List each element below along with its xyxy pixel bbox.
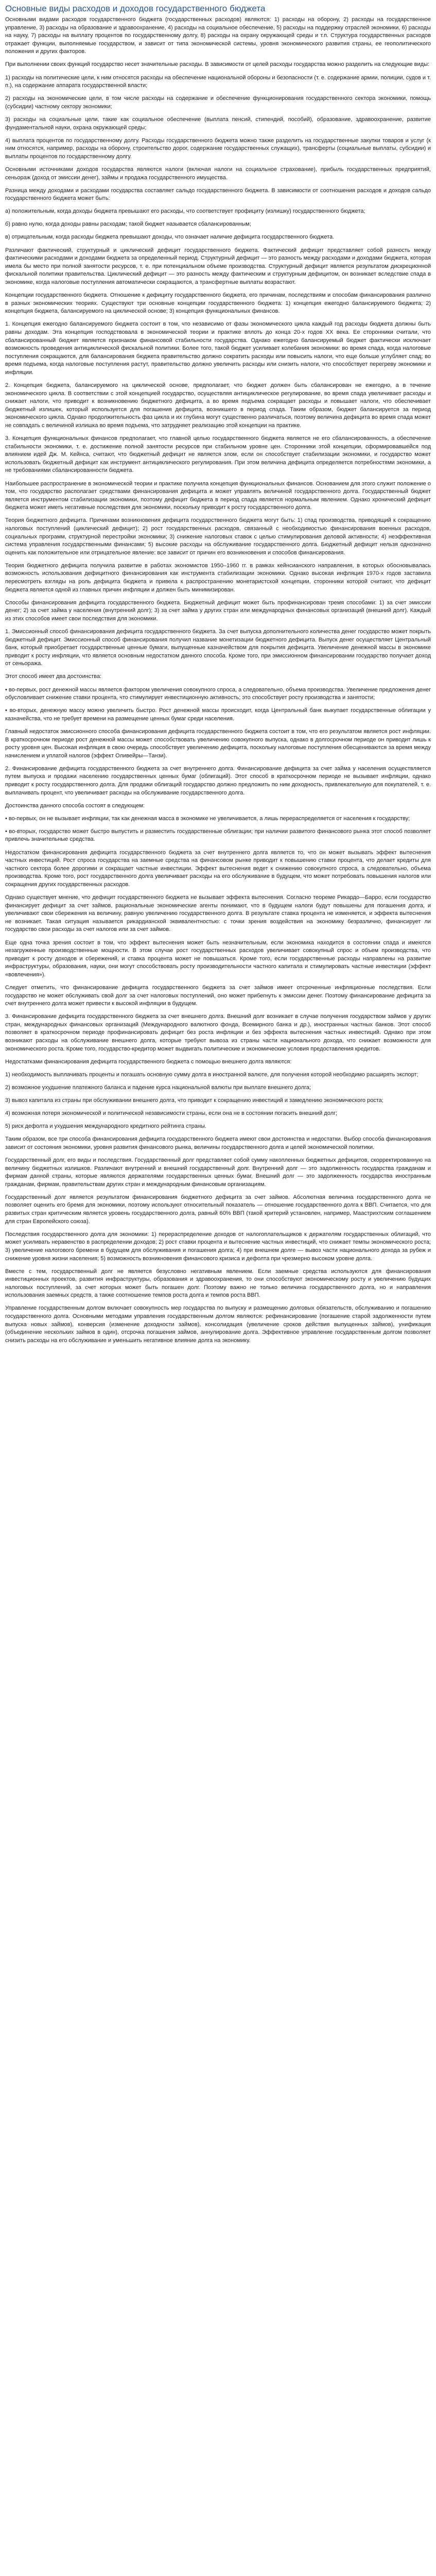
article-paragraph: 2) возможное ухудшение платежного баланса и падение курса национальной валюты при выплате внешнего долга;	[5, 1084, 311, 1091]
article-paragraph: • во-первых, он не вызывает инфляции, так как денежная масса в экономике не увеличивается, а лишь перераспределяется от населения к государству;	[5, 815, 410, 822]
article-paragraph: 2. Концепция бюджета, балансируемого на циклической основе, предполагает, что бюджет должен быть сбалансирован не ежегодно, а в течение экономического цикла. В соответствии с этой концепцией государство, осуществляя антициклическое регулирование, во время спада увеличивает расходы и снижает налоги, что приводит к возникновению бюджетного дефицита, а во время подъема сокращает расходы и повышает налоги, что обеспечивает бюджетный излишек, который используется для погашения дефицита, возникшего в период спада. Таким образом, бюджет балансируется за период экономического цикла. Однако продолжительность фаз цикла и их глубина могут существенно различаться, поэтому величина дефицита во время спада может не совпадать с величиной излишка во время подъема, что затрудняет реализацию этой концепции на практике.	[5, 382, 431, 429]
article-paragraph: Основными источниками доходов государства являются налоги (включая налоги на социальное страхование), прибыль государственных предприятий, сеньораж (доход от эмиссии денег), займы и продажа государственного имущества.	[5, 166, 431, 181]
article-paragraph: • во-первых, рост денежной массы является фактором увеличения совокупного спроса, а следовательно, объема производства. Увеличение предложения денег обусловливает снижение ставки процента, что стимулирует инвестиционную активность; это способствует росту производства и занятости;	[5, 686, 431, 701]
article-paragraph: 2. Финансирование дефицита государственного бюджета за счет внутреннего долга. Финансирование дефицита за счет займа у населения осуществляется путем выпуска и продажи населению государственных ценных бумаг (облигаций). Этот способ в краткосрочном периоде не вызывает инфляции, однако приводит к росту государственного долга. Для продажи облигаций государство должно предложить по ним доходность, привлекательную для покупателей, т. е. выплачивать процент, что увеличивает расходы на обслуживание государственного долга.	[5, 765, 431, 796]
article-paragraph: Еще одна точка зрения состоит в том, что эффект вытеснения может быть незначительным, если экономика находится в состоянии спада и имеются незагруженные производственные мощности. В этом случае рост государственных расходов увеличивает совокупный спрос и объем производства, что приводит к росту доходов и сбережений, и ставка процента может не повышаться. Кроме того, если государственные расходы направлены на развитие инфраструктуры, образования, науки, они могут способствовать росту производительности частного капитала и стимулировать частные инвестиции (эффект «вовлечения»).	[5, 939, 431, 978]
article-paragraph: • во-вторых, государство может быстро выпустить и разместить государственные облигации; при наличии развитого финансового рынка этот способ позволяет привлечь значительные средства.	[5, 828, 431, 843]
article-paragraph: Достоинства данного способа состоят в следующем:	[5, 802, 145, 809]
article-paragraph: Теория бюджетного дефицита. Причинами возникновения дефицита государственного бюджета могут быть: 1) спад производства, приводящий к сокращению налоговых поступлений (циклический дефицит); 2) рост государственных расходов, связанный с необходимостью финансирования военных расходов, социальных программ, структурной перестройки экономики; 3) снижение налоговых ставок с целью стимулирования деловой активности; 4) неэффективная система управления государственными финансами; 5) высокие расходы на обслуживание государственного долга. Бюджетный дефицит нельзя однозначно оценить как положительное или отрицательное явление: все зависит от причин его возникновения и способов финансирования.	[5, 517, 431, 556]
article-paragraph: Однако существует мнение, что дефицит государственного бюджета не вызывает эффекта вытеснения. Согласно теореме Рикардо—Барро, если государство финансирует дефицит за счет займов, рациональные экономические агенты понимают, что в будущем налоги будут повышены для погашения долга, и увеличивают свои сбережения на величину, равную увеличению государственного долга. В результате ставка процента не изменяется, и эффекта вытеснения не возникает. Такая ситуация называется рикардианской эквивалентностью: с точки зрения воздействия на экономику безразлично, финансирует ли государство свои расходы за счет налогов или за счет займов.	[5, 894, 431, 933]
article-paragraph: 1) расходы на политические цели, к ним относятся расходы на обеспечение национальной обороны и безопасности (т. е. содержание армии, полиции, судов и т. п.), на содержание аппарата государственной власти;	[5, 74, 431, 89]
article-paragraph: 4) выплата процентов по государственному долгу. Расходы государственного бюджета можно также разделить на государственные закупки товаров и услуг (к ним относятся, например, расходы на оборону, строительство дорог, содержание государственных служащих), трансферты (социальные выплаты, субсидии) и выплаты процентов по государственному долгу.	[5, 137, 431, 160]
article-paragraph: Недостатками финансирования дефицита государственного бюджета с помощью внешнего долга являются:	[5, 1058, 292, 1065]
article-paragraph: Основными видами расходов государственного бюджета (государственных расходов) являются: 1) расходы на оборону, 2) расходы на государственное управление, 3) расходы на образование и здравоохранение, 4) расходы на социальное обеспечение, 5) расходы на поддержку отраслей экономики, 6) расходы на науку, 7) расходы на выплату процентов по государственному долгу, 8) расходы на охрану окружающей среды и т.п. Структура государственных расходов отражает функции, выполняемые государством, и зависит от типа экономической системы, уровня экономического развития страны, ее геополитического положения и других факторов.	[5, 16, 431, 55]
article-paragraph: Способы финансирования дефицита государственного бюджета. Бюджетный дефицит может быть профинансирован тремя способами: 1) за счет эмиссии денег; 2) за счет займа у населения (внутренний долг); 3) за счет займа у других стран или международных финансовых организаций (внешний долг). Каждый из этих способов имеет свои последствия для экономики.	[5, 599, 431, 622]
article-paragraph: 1) необходимость выплачивать проценты и погашать основную сумму долга в иностранной валюте, для получения которой необходимо расширять экспорт;	[5, 1071, 418, 1078]
article-paragraph: Главный недостаток эмиссионного способа финансирования дефицита государственного бюджета состоит в том, что его результатом является рост инфляции. В краткосрочном периоде рост денежной массы может способствовать увеличению совокупного выпуска, однако в долгосрочном периоде он приводит лишь к росту уровня цен. Высокая инфляция в свою очередь способствует увеличению дефицита, поскольку налоговые поступления обесцениваются за время между начислением и уплатой налогов (эффект Оливейры—Танзи).	[5, 728, 431, 759]
article-paragraph: Последствия государственного долга для экономики: 1) перераспределение доходов от налогоплательщиков к держателям государственных облигаций, что может усиливать неравенство в распределении доходов; 2) рост ставки процента и вытеснение частных инвестиций, что снижает темпы экономического роста; 3) увеличение налогового бремени в будущем для обслуживания и погашения долга; 4) при внешнем долге — вывоз части национального дохода за рубеж и снижение уровня жизни населения; 5) возможность возникновения финансового кризиса и дефолта при чрезмерно высоком уровне долга.	[5, 1231, 431, 1262]
article-paragraph: 3. Концепция функциональных финансов предполагает, что главной целью государственного бюджета является не его сбалансированность, а обеспечение стабильности экономики, т. е. достижение полной занятости ресурсов при стабильном уровне цен. Сторонники этой концепции, сформировавшейся под влиянием идей Дж. М. Кейнса, считают, что бюджетный дефицит не является злом, если он способствует стабилизации экономики, и государство может использовать бюджетный дефицит как инструмент антициклического регулирования. При этом величина дефицита определяется потребностями экономики, а не требованиями сбалансированности бюджета.	[5, 435, 431, 474]
article-paragraph: Государственный долг является результатом финансирования бюджетного дефицита за счет займов. Абсолютная величина государственного долга не позволяет оценить его бремя для экономики, поэтому используют относительный показатель — отношение государственного долга к ВВП. Считается, что для развитых стран критическим является уровень государственного долга, равный 60% ВВП (такой критерий установлен, например, Маастрихтским соглашением для стран Европейского союза).	[5, 1194, 431, 1225]
article-paragraph: Вместе с тем, государственный долг не является безусловно негативным явлением. Если заемные средства используются для финансирования инвестиционных проектов, развития инфраструктуры, образования и здравоохранения, то они способствуют экономическому росту и увеличению будущих налоговых поступлений, за счет которых может быть погашен долг. Поэтому важно не только величина государственного долга, но и направления использования заемных средств, а также соотношение темпов роста долга и темпов роста ВВП.	[5, 1268, 431, 1299]
article-paragraph: Концепции государственного бюджета. Отношение к дефициту государственного бюджета, его причинам, последствиям и способам финансирования различно в разных экономических теориях. Существуют три основные концепции государственного бюджета: 1) концепция ежегодно балансируемого бюджета; 2) концепция бюджета, балансируемого на циклической основе; 3) концепция функциональных финансов.	[5, 292, 431, 315]
article-paragraph: Следует отметить, что финансирование дефицита государственного бюджета за счет займов имеет отсроченные инфляционные последствия. Если государство не может обслуживать свой долг за счет налоговых поступлений, оно может прибегнуть к эмиссии денег. Поэтому финансирование дефицита за счет внутреннего долга может привести к высокой инфляции в будущем.	[5, 984, 431, 1007]
article-paragraph: Наибольшее распространение в экономической теории и практике получила концепция функциональных финансов. Основанием для этого служит положение о том, что государство располагает средствами финансирования дефицита и может управлять величиной государственного долга. Государственный бюджет является инструментом стабилизации экономики, поэтому дефицит бюджета в период спада является нормальным явлением. Однако хронический дефицит бюджета может иметь негативные последствия для экономики, поскольку приводит к росту государственного долга.	[5, 480, 431, 511]
article-paragraph: 4) возможная потеря экономической и политической независимости страны, если она не в состоянии погасить внешний долг;	[5, 1110, 338, 1117]
article-paragraph: в) отрицательным, когда расходы бюджета превышают доходы, что означает наличие дефицита государственного бюджета.	[5, 234, 335, 241]
article-paragraph: 3. Финансирование дефицита государственного бюджета за счет внешнего долга. Внешний долг возникает в случае получения государством займов у других стран, международных финансовых организаций (Международного валютного фонда, Всемирного банка и др.), иностранных частных банков. Этот способ позволяет в краткосрочном периоде профинансировать дефицит без роста инфляции и без эффекта вытеснения частных инвестиций. Однако при этом возникают расходы на обслуживание внешнего долга, которые требуют вывоза из страны части национального дохода, что снижает возможности для экономического роста. Кроме того, государство-кредитор может выдвигать политические и экономические условия предоставления кредитов.	[5, 1013, 431, 1052]
article-paragraph: Таким образом, все три способа финансирования дефицита государственного бюджета имеют свои достоинства и недостатки. Выбор способа финансирования зависит от состояния экономики, уровня развития финансового рынка, величины государственного долга и целей экономической политики.	[5, 1136, 431, 1150]
article-paragraph: 2) расходы на экономические цели, в том числе расходы на содержание и обеспечение функционирования государственного сектора экономики, помощь (субсидии) частному сектору экономики;	[5, 95, 431, 110]
page-title: Основные виды расходов и доходов государственного бюджета	[5, 4, 266, 13]
article-paragraph: • во-вторых, денежную массу можно увеличить быстро. Рост денежной массы происходит, когда Центральный банк выкупает государственные облигации у казначейства, что не требует времени на размещение ценных бумаг среди населения.	[5, 707, 431, 722]
article-paragraph: 1. Эмиссионный способ финансирования дефицита государственного бюджета. За счет выпуска дополнительного количества денег государство может покрыть бюджетный дефицит. Эмиссионный способ финансирования получил название монетизации бюджетного дефицита. Выпуск денег осуществляет Центральный банк, который приобретает государственные ценные бумаги, выпущенные казначейством для покрытия дефицита. Увеличение денежной массы в экономике приводит к росту инфляции, что является основным недостатком данного способа. Кроме того, при эмиссионном финансировании государство получает доход от сеньоража.	[5, 629, 431, 667]
article-paragraph: Государственный долг, его виды и последствия. Государственный долг представляет собой сумму накопленных бюджетных дефицитов, скорректированную на величину бюджетных излишков. Различают внутренний и внешний государственный долг. Внутренний долг — это задолженность государства гражданам и фирмам данной страны, которые являются держателями государственных ценных бумаг. Внешний долг — это задолженность государства иностранным гражданам, фирмам, правительствам других стран и международным финансовым организациям.	[5, 1157, 431, 1188]
article-paragraph: 5) риск дефолта и ухудшения международного кредитного рейтинга страны.	[5, 1123, 206, 1130]
article-paragraph: 3) расходы на социальные цели, такие как социальное обеспечение (выплата пенсий, стипендий, пособий), образование, здравоохранение, развитие фундаментальной науки, охрана окружающей среды;	[5, 116, 431, 131]
article-paragraph: Управление государственным долгом включает совокупность мер государства по выпуску и размещению долговых обязательств, обслуживанию и погашению государственного долга. Основными методами управления государственным долгом являются: рефинансирование (погашение старой задолженности путем выпуска новых займов), конверсия (изменение доходности займов), консолидация (увеличение сроков действия выпущенных займов), унификация (объединение нескольких займов в один), отсрочка погашения займов, аннулирование долга. Эффективное управление государственным долгом позволяет снизить расходы на его обслуживание и уменьшить негативное влияние долга на экономику.	[5, 1305, 431, 1344]
article-paragraph: Теория бюджетного дефицита получила развитие в работах экономистов 1950–1960 гг. в рамках кейнсианского направления, в которых обосновывалась возможность использования дефицитного финансирования как инструмента стабилизации экономики. Однако высокая инфляция 1970-х годов заставила пересмотреть взгляды на роль дефицита бюджета и привела к распространению монетаристской концепции, сторонники которой считают, что дефицит бюджета является одной из главных причин инфляции и должен быть минимизирован.	[5, 562, 431, 593]
article-paragraph: Различают фактический, структурный и циклический дефицит государственного бюджета. Фактический дефицит представляет собой разность между фактическими расходами и доходами бюджета за определенный период. Структурный дефицит — это разность между расходами и доходами бюджета, которая имела бы место при полной занятости ресурсов, т. е. при потенциальном объеме производства. Структурный дефицит является результатом дискреционной фискальной политики правительства. Циклический дефицит — это разность между фактическим и структурным дефицитом, он возникает вследствие спада в экономике, когда налоговые поступления автоматически сокращаются, а трансфертные выплаты возрастают.	[5, 247, 431, 285]
article-paragraph: б) равно нулю, когда доходы равны расходам; такой бюджет называется сбалансированным;	[5, 221, 251, 228]
article-paragraph: 1. Концепция ежегодно балансируемого бюджета состоит в том, что независимо от фазы экономического цикла каждый год расходы бюджета должны быть равны доходам. Эта концепция господствовала в экономической теории и практике вплоть до конца 20-х годов XX века. Ее сторонники считали, что сбалансированный бюджет является признаком финансовой стабильности государства. Однако ежегодно балансируемый бюджет фактически исключает возможность проведения антициклической фискальной политики. Более того, такой бюджет усиливает колебания экономики: во время спада, когда налоговые поступления сокращаются, для балансирования бюджета правительство должно сократить расходы или повысить налоги, что еще больше углубляет спад; во время подъема, когда налоговые поступления растут, правительство должно увеличить расходы или снизить налоги, что способствует перегреву экономики и инфляции.	[5, 321, 431, 376]
article-paragraph: а) положительным, когда доходы бюджета превышают его расходы, что соответствует профициту (излишку) государственного бюджета;	[5, 208, 365, 215]
article-paragraph: Недостатком финансирования дефицита государственного бюджета за счет внутреннего долга является то, что он может вызывать эффект вытеснения частных инвестиций. Рост спроса государства на заемные средства на финансовом рынке приводит к повышению ставки процента, что делает кредиты для частного сектора более дорогими и сокращает частные инвестиции. Эффект вытеснения ведет к снижению совокупного спроса, а следовательно, объема производства. Кроме того, рост государственного долга увеличивает расходы на его обслуживание в будущем, что может потребовать повышения налогов или сокращения других государственных расходов.	[5, 849, 431, 888]
article-paragraph: 3) вывоз капитала из страны при обслуживании внешнего долга, что приводит к сокращению инвестиций и замедлению экономического роста;	[5, 1097, 383, 1104]
article-paragraph: Разница между доходами и расходами государства составляет сальдо государственного бюджета. В зависимости от соотношения расходов и доходов сальдо государственного бюджета может быть:	[5, 187, 431, 202]
article-body	[5, 16, 431, 1345]
article-paragraph: При выполнении своих функций государство несет значительные расходы. В зависимости от целей расходы государства можно разделить на следующие виды:	[5, 61, 430, 68]
article-paragraph: Этот способ имеет два достоинства:	[5, 673, 102, 680]
